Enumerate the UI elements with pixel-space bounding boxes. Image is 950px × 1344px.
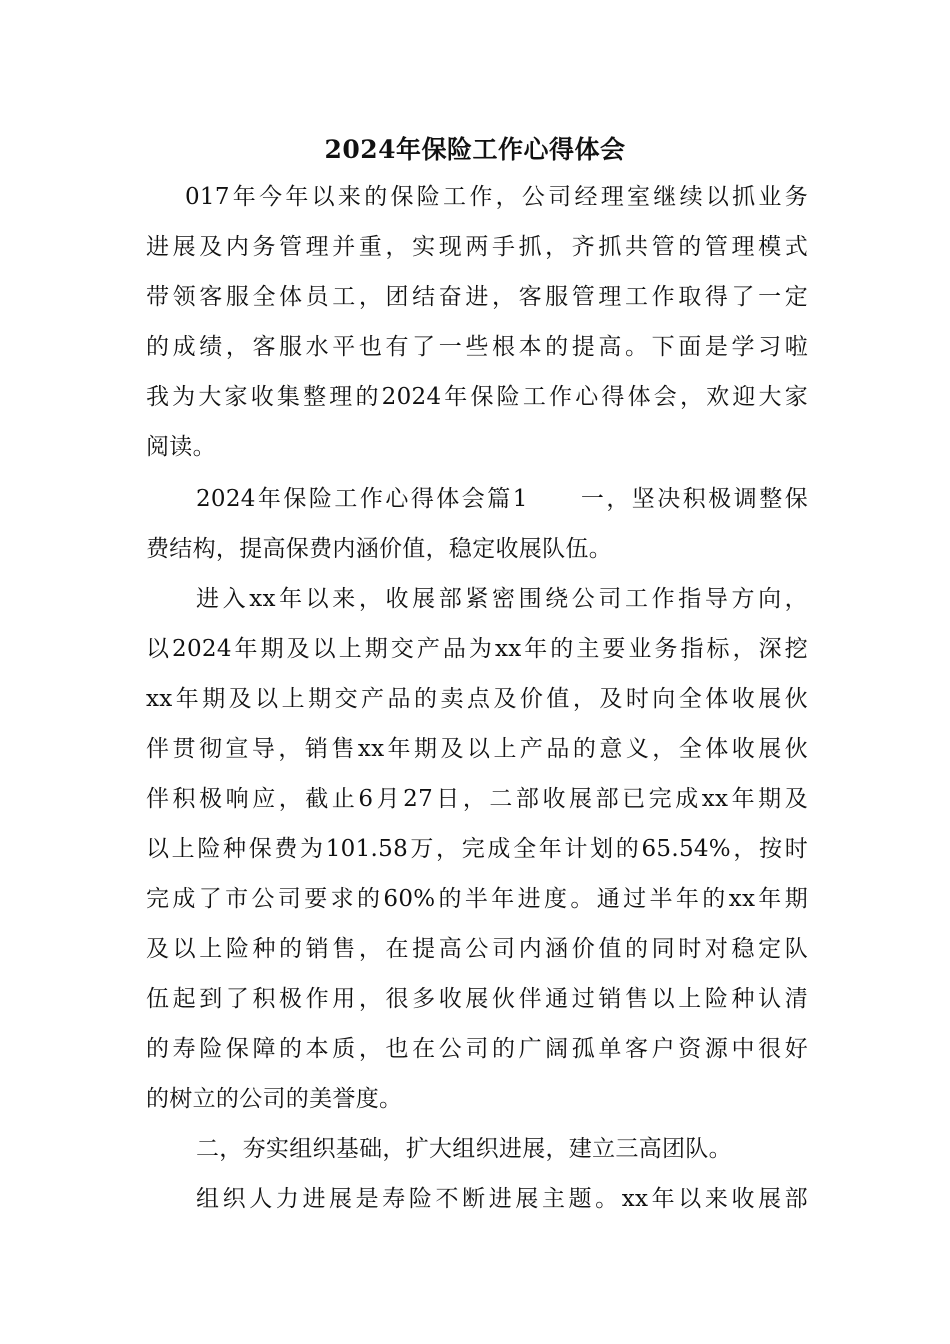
paragraph-line: 的树立的公司的美誉度。	[146, 1086, 403, 1112]
document-title: 2024年保险工作心得体会	[324, 135, 626, 164]
paragraph-line: 以上险种保费为101.58万，完成全年计划的65.54%，按时	[146, 836, 808, 862]
paragraph-line: 017年今年以来的保险工作，公司经理室继续以抓业务	[185, 184, 808, 210]
paragraph-line: 及以上险种的销售，在提高公司内涵价值的同时对稳定队	[146, 936, 808, 962]
paragraph-line: 费结构，提高保费内涵价值，稳定收展队伍。	[146, 536, 612, 562]
paragraph-line: 的寿险保障的本质，也在公司的广阔孤单客户资源中很好	[146, 1036, 808, 1062]
paragraph-line: 组织人力进展是寿险不断进展主题。xx年以来收展部	[196, 1186, 808, 1212]
paragraph-line: 阅读。	[146, 434, 216, 460]
paragraph-line: 伍起到了积极作用，很多收展伙伴通过销售以上险种认清	[146, 986, 808, 1012]
paragraph-line: 带领客服全体员工，团结奋进，客服管理工作取得了一定	[146, 284, 808, 310]
paragraph-line: 进展及内务管理并重，实现两手抓，齐抓共管的管理模式	[146, 234, 808, 260]
paragraph-line: 2024年保险工作心得体会篇1 一，坚决积极调整保	[196, 486, 808, 512]
paragraph-line: 以2024年期及以上期交产品为xx年的主要业务指标，深挖	[146, 636, 808, 662]
paragraph-line: 进入xx年以来，收展部紧密围绕公司工作指导方向，	[196, 586, 808, 612]
paragraph-line: 完成了市公司要求的60%的半年进度。通过半年的xx年期	[146, 886, 808, 912]
paragraph-line: xx年期及以上期交产品的卖点及价值，及时向全体收展伙	[146, 686, 808, 712]
paragraph-line: 伴贯彻宣导，销售xx年期及以上产品的意义，全体收展伙	[146, 736, 808, 762]
paragraph-line: 我为大家收集整理的2024年保险工作心得体会，欢迎大家	[146, 384, 808, 410]
paragraph-line: 二，夯实组织基础，扩大组织进展，建立三高团队。	[196, 1136, 732, 1162]
paragraph-line: 伴积极响应，截止6月27日，二部收展部已完成xx年期及	[146, 786, 808, 812]
paragraph-line: 的成绩，客服水平也有了一些根本的提高。下面是学习啦	[146, 334, 808, 360]
